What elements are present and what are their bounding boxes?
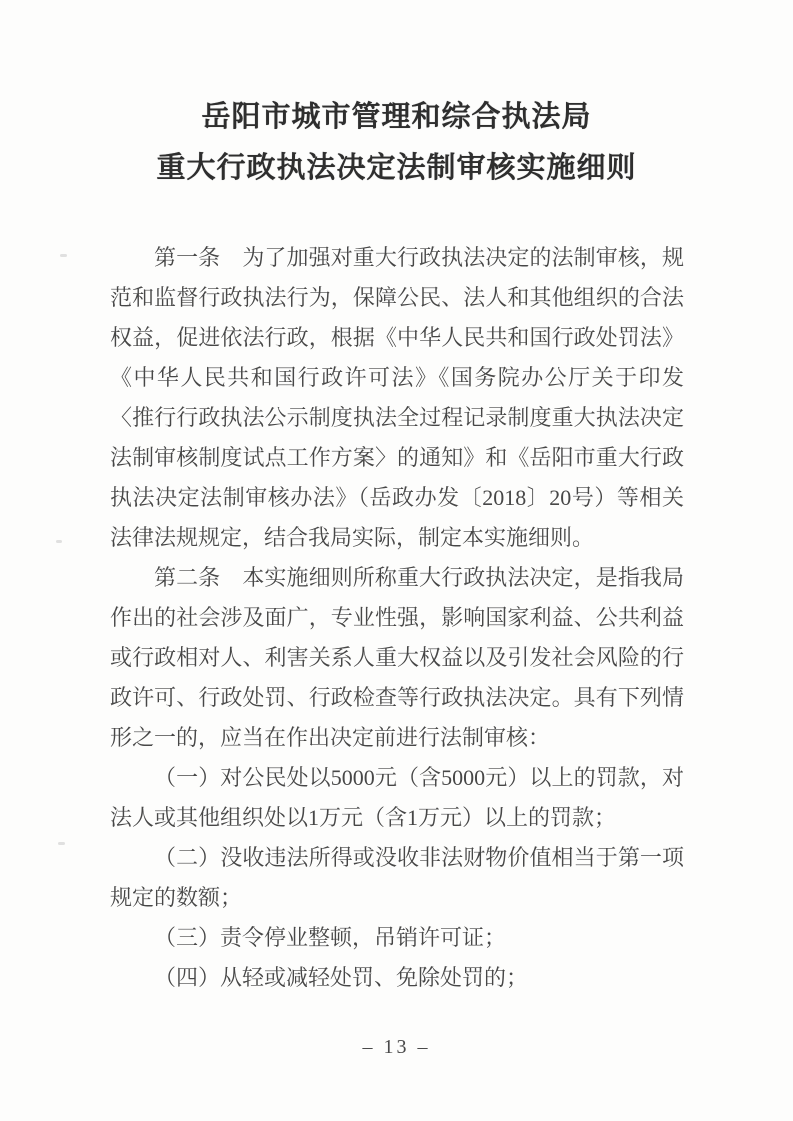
paragraph: 第一条 为了加强对重大行政执法决定的法制审核，规范和监督行政执法行为，保障公民、法人和其他组织的合法权益，促进依法行政，根据《中华人民共和国行政处罚法》《中华人民共和国行政许可法》《国务院办公厅关于印发〈推行行政执法公示制度执法全过程记录制度重大执法决定法制审核制度试点工作方案〉的通知》和《岳阳市重大行政执法决定法制审核办法》（岳政办发〔2018〕20号）等相关法律法规规定，结合我局实际，制定本实施细则。: [110, 245, 684, 550]
paragraph: （三）责令停业整顿，吊销许可证；: [154, 925, 507, 950]
document-body: [110, 238, 684, 998]
document-title-line1: 岳阳市城市管理和综合执法局: [201, 101, 592, 133]
scan-speck: [58, 842, 65, 845]
scan-speck: [60, 254, 67, 257]
paragraph: （一）对公民处以5000元（含5000元）以上的罚款，对法人或其他组织处以1万元（含1万元）以上的罚款；: [110, 765, 684, 830]
document-title: [0, 92, 793, 194]
document-title-line2: 重大行政执法决定法制审核实施细则: [156, 152, 637, 184]
scan-speck: [56, 540, 62, 543]
paragraph: （四）从轻或减轻处罚、免除处罚的；: [154, 965, 529, 990]
paragraph: 第二条 本实施细则所称重大行政执法决定，是指我局作出的社会涉及面广，专业性强，影响国家利益、公共利益或行政相对人、利害关系人重大权益以及引发社会风险的行政许可、行政处罚、行政检查等行政执法决定。具有下列情形之一的，应当在作出决定前进行法制审核：: [110, 565, 684, 750]
page-number: – 13 –: [362, 1036, 431, 1058]
paragraph: （二）没收违法所得或没收非法财物价值相当于第一项规定的数额；: [110, 845, 684, 910]
